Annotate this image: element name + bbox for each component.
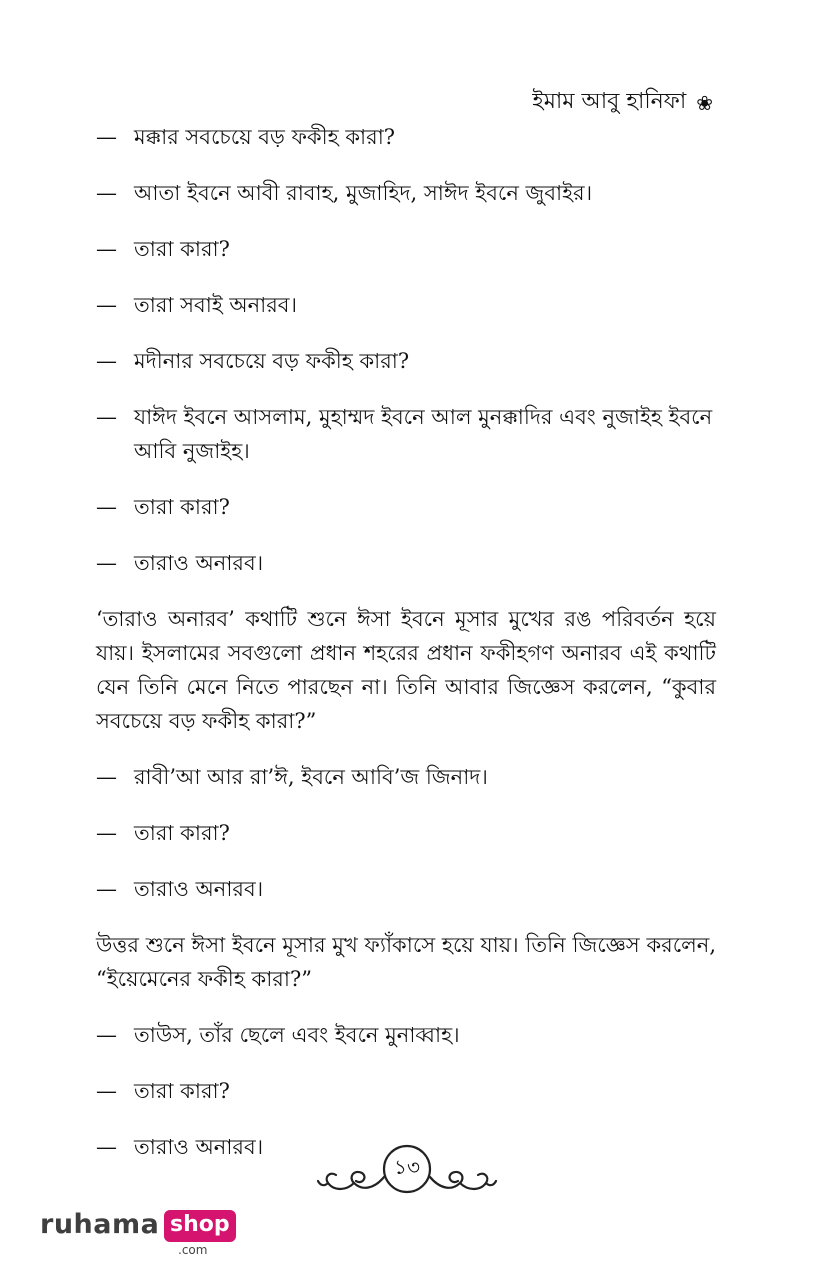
dash-mark: —: [96, 125, 117, 149]
logo-dotcom-text: .com: [178, 1243, 208, 1257]
dash-mark: —: [96, 1023, 117, 1047]
dialogue-line: [96, 344, 716, 378]
dialogue-text: তারাও অনারব।: [134, 1135, 264, 1159]
dash-mark: —: [96, 821, 117, 845]
dialogue-line: [96, 176, 716, 210]
dialogue-line: [96, 120, 716, 154]
publisher-logo: [40, 1205, 240, 1265]
dialogue-text: রাবী’আ আর রা’ঈ, ইবনে আবি’জ জিনাদ।: [134, 765, 488, 789]
dash-mark: —: [96, 1135, 117, 1159]
dialogue-line: [96, 816, 716, 850]
logo-ruhama-text: ruhama: [40, 1209, 160, 1240]
dash-mark: —: [96, 405, 117, 429]
paragraph: উত্তর শুনে ঈসা ইবনে মূসার মুখ ফ্যাঁকাসে হয়ে যায়। তিনি জিজ্ঞেস করলেন, “ইয়েমেনের ফকীহ কারা?”: [96, 933, 716, 991]
dash-mark: —: [96, 551, 117, 575]
flower-icon: ❀: [696, 90, 713, 115]
header-title: ইমাম আবু হানিফা: [532, 89, 687, 114]
dialogue-text: তারা কারা?: [134, 237, 230, 261]
dialogue-text: মদীনার সবচেয়ে বড় ফকীহ কারা?: [134, 349, 410, 373]
page-body: [96, 120, 716, 1186]
dialogue-text: মক্কার সবচেয়ে বড় ফকীহ কারা?: [134, 125, 396, 149]
dialogue-text: তাউস, তাঁর ছেলে এবং ইবনে মুনাব্বাহ।: [134, 1023, 460, 1047]
dialogue-line: [96, 546, 716, 580]
dialogue-text: তারা সবাই অনারব।: [134, 293, 297, 317]
dash-mark: —: [96, 1079, 117, 1103]
dialogue-line: [96, 760, 716, 794]
dialogue-text: যাঈদ ইবনে আসলাম, মুহাম্মদ ইবনে আল মুনক্কাদির এবং নুজাইহ ইবনে আবি নুজাইহ।: [134, 405, 713, 463]
dash-mark: —: [96, 765, 117, 789]
dash-mark: —: [96, 237, 117, 261]
dialogue-line: [96, 490, 716, 524]
running-header: [532, 84, 713, 121]
dialogue-line: [96, 1018, 716, 1052]
dialogue-text: তারা কারা?: [134, 1079, 230, 1103]
dash-mark: —: [96, 495, 117, 519]
dialogue-line: [96, 400, 716, 468]
dialogue-line: [96, 1074, 716, 1108]
dialogue-text: আতা ইবনে আবী রাবাহ, মুজাহিদ, সাঈদ ইবনে জুবাইর।: [134, 181, 593, 205]
dialogue-text: তারাও অনারব।: [134, 551, 264, 575]
logo-shop-badge: shop: [164, 1210, 236, 1242]
dialogue-line: [96, 232, 716, 266]
dash-mark: —: [96, 181, 117, 205]
paragraph: ‘তারাও অনারব’ কথাটি শুনে ঈসা ইবনে মূসার মুখের রঙ পরিবর্তন হয়ে যায়। ইসলামের সবগুলো প্রধান শহরের প্রধান ফকীহগণ অনারব এই কথাটি যেন তিনি মেনে নিতে পারছেন না। তিনি আবার জিজ্ঞেস করলেন, “কুবার সবচেয়ে বড় ফকীহ কারা?”: [96, 607, 716, 733]
dialogue-line: [96, 872, 716, 906]
dialogue-text: তারা কারা?: [134, 495, 230, 519]
dash-mark: —: [96, 349, 117, 373]
dash-mark: —: [96, 877, 117, 901]
dialogue-line: [96, 288, 716, 322]
dash-mark: —: [96, 293, 117, 317]
page-number: ১৩: [394, 1155, 420, 1179]
dialogue-text: তারা কারা?: [134, 821, 230, 845]
dialogue-text: তারাও অনারব।: [134, 877, 264, 901]
